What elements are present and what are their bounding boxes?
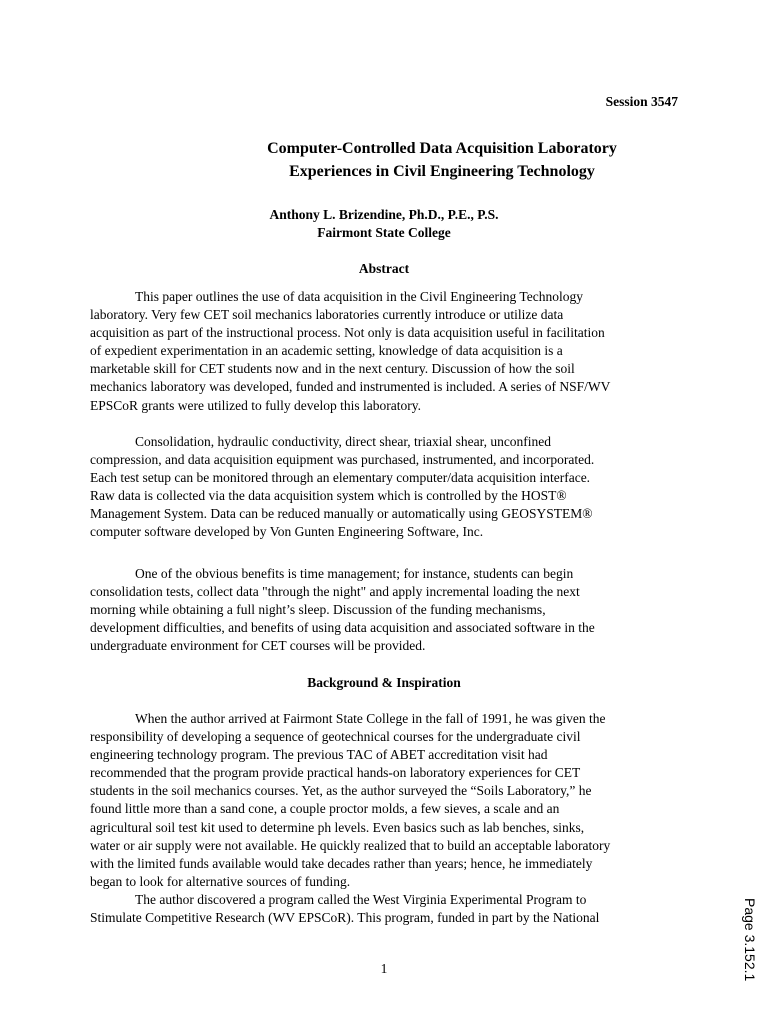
text-line: consolidation tests, collect data "through the night" and apply incremental loading the next [90, 584, 580, 600]
text-line: undergraduate environment for CET courses will be provided. [90, 638, 426, 654]
text-line: compression, and data acquisition equipment was purchased, instrumented, and incorporated. [90, 452, 595, 468]
text-line: marketable skill for CET students now and in the next century. Discussion of how the soil [90, 361, 575, 377]
text-line: Each test setup can be monitored through an elementary computer/data acquisition interface. [90, 470, 591, 486]
page-stamp: Page 3.152.1 [742, 898, 758, 982]
text-line: Raw data is collected via the data acquisition system which is controlled by the HOST® [90, 488, 567, 504]
abstract-paragraph-1 [90, 288, 678, 415]
text-line: One of the obvious benefits is time management; for instance, students can begin [135, 566, 574, 581]
abstract-paragraph-2 [90, 433, 678, 542]
text-line: recommended that the program provide practical hands-on laboratory experiences for CET [90, 765, 581, 781]
text-line: agricultural soil test kit used to determine ph levels. Even basics such as lab benches, sinks, [90, 819, 585, 835]
text-line: engineering technology program. The previous TAC of ABET accreditation visit had [90, 747, 548, 763]
affiliation: Fairmont State College [317, 225, 451, 240]
text-line: mechanics laboratory was developed, funded and instrumented is included. A series of NSF/WV [90, 379, 611, 395]
background-paragraph-1 [90, 710, 678, 927]
title-line-1: Computer-Controlled Data Acquisition Laboratory [267, 140, 617, 157]
text-line: This paper outlines the use of data acquisition in the Civil Engineering Technology [135, 289, 583, 304]
text-line: When the author arrived at Fairmont State College in the fall of 1991, he was given the [135, 711, 606, 726]
author-block [0, 206, 768, 242]
session-label: Session 3547 [605, 94, 678, 109]
text-line: The author discovered a program called the West Virginia Experimental Program to [135, 891, 587, 907]
paper-title [0, 137, 768, 183]
text-line: laboratory. Very few CET soil mechanics laboratories currently introduce or utilize data [90, 307, 564, 323]
text-line: found little more than a sand cone, a couple proctor molds, a few sieves, a scale and an [90, 801, 560, 817]
text-line: Stimulate Competitive Research (WV EPSCoR). This program, funded in part by the National [90, 910, 600, 926]
text-line: Management System. Data can be reduced manually or automatically using GEOSYSTEM® [90, 506, 593, 522]
title-line-2: Experiences in Civil Engineering Technology [289, 163, 595, 180]
text-line: development difficulties, and benefits of using data acquisition and associated software in the [90, 620, 595, 636]
text-line: acquisition as part of the instructional process. Not only is data acquisition useful in facilitation [90, 325, 605, 341]
author-name: Anthony L. Brizendine, Ph.D., P.E., P.S. [269, 207, 499, 222]
text-line: students in the soil mechanics courses. Yet, as the author surveyed the “Soils Laboratory,” he [90, 783, 592, 799]
text-line: water or air supply were not available. He quickly realized that to build an acceptable laboratory [90, 837, 611, 853]
text-line: EPSCoR grants were utilized to fully develop this laboratory. [90, 397, 421, 413]
text-line: responsibility of developing a sequence of geotechnical courses for the undergraduate civil [90, 729, 581, 745]
text-line: computer software developed by Von Gunten Engineering Software, Inc. [90, 524, 484, 540]
text-line: Consolidation, hydraulic conductivity, direct shear, triaxial shear, unconfined [135, 434, 552, 449]
text-line: began to look for alternative sources of funding. [90, 873, 351, 889]
text-line: of expedient experimentation in an academic setting, knowledge of data acquisition is a [90, 343, 563, 359]
page-number: 1 [380, 961, 388, 976]
text-line: with the limited funds available would take decades rather than years; hence, he immediately [90, 855, 593, 871]
text-line: morning while obtaining a full night’s sleep. Discussion of the funding mechanisms, [90, 602, 546, 618]
abstract-heading: Abstract [358, 261, 410, 276]
background-heading: Background & Inspiration [307, 675, 461, 690]
abstract-paragraph-3 [90, 565, 678, 655]
